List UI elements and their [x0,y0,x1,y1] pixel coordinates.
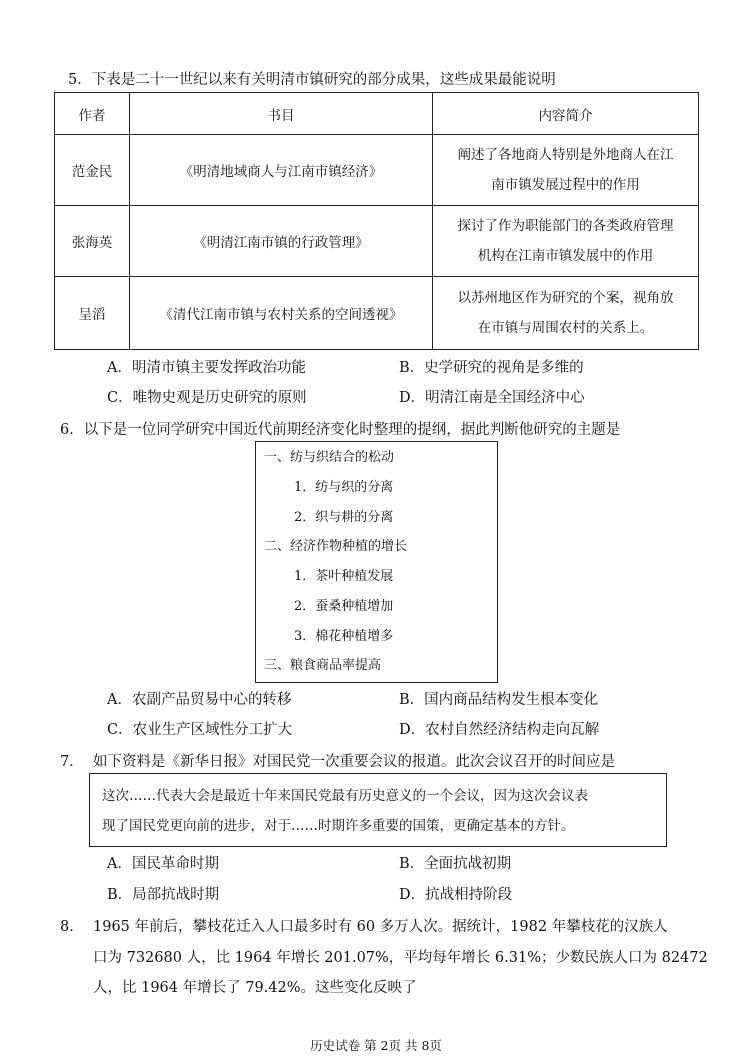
table-cell-summary [433,277,699,350]
q8-number: 8． [60,919,84,935]
q6-option-d[interactable]: D．农村自然经济结构走向瓦解 [399,722,600,738]
outline-item: 二、经济作物种植的增长 [264,539,408,554]
outline-item: 三、粮食商品率提高 [264,658,382,673]
table-cell-author: 范金民 [55,135,130,206]
table-header-summary: 内容简介 [433,93,699,135]
table-cell-summary [433,206,699,277]
summary-line: 探讨了作为职能部门的各类政府管理 [457,218,674,234]
table-row [55,277,699,350]
table-cell-book: 《明清地域商人与江南市镇经济》 [130,135,433,206]
page-footer: 历史试卷 第 2页 共 8页 [310,1038,442,1053]
table-cell-summary [433,135,699,206]
q8-line: 人，比 1964 年增长了 79.42%。这些变化反映了 [93,980,417,996]
table-cell-book: 《清代江南市镇与农村关系的空间透视》 [130,277,433,350]
q7-quote-box [89,773,667,847]
q5-table [54,92,699,350]
q7-option-c[interactable]: B．局部抗战时期 [107,887,220,903]
table-cell-author: 呈滔 [55,277,130,350]
q8-line: 1965 年前后，攀枝花迁入人口最多时有 60 多万人次。据统计，1982 年攀枝花的汉族人 [93,919,668,935]
summary-line: 阐述了各地商人特别是外地商人在江 [457,147,674,163]
q7-number: 7． [60,754,84,770]
table-row [55,206,699,277]
table-cell-author: 张海英 [55,206,130,277]
q6-option-b[interactable]: B．国内商品结构发生根本变化 [399,692,599,708]
outline-item: 2．蚕桑种植增加 [294,599,394,614]
summary-line: 机构在江南市镇发展中的作用 [477,248,654,264]
q8-line: 口为 732680 人，比 1964 年增长 201.07%，平均每年增长 6.31%；少数民族人口为 82472 [93,950,708,966]
table-row [55,135,699,206]
q6-outline-box [255,441,498,683]
outline-item: 2．织与耕的分离 [294,510,394,525]
table-header-author: 作者 [55,93,130,135]
table-cell-book: 《明清江南市镇的行政管理》 [130,206,433,277]
q6-option-a[interactable]: A．农副产品贸易中心的转移 [107,692,292,708]
outline-item: 3．棉花种植增多 [294,629,394,644]
q5-option-c[interactable]: C．唯物史观是历史研究的原则 [107,390,307,406]
summary-line: 在市镇与周围农村的关系上。 [477,320,654,336]
quote-line: 这次……代表大会是最近十年来国民党最有历史意义的一个会议，因为这次会议表 [102,788,588,804]
summary-line: 以苏州地区作为研究的个案，视角放 [457,290,674,306]
q5-option-a[interactable]: A．明清市镇主要发挥政治功能 [107,360,306,376]
q7-option-a[interactable]: A．国民革命时期 [107,856,219,872]
q5-stem: 5．下表是二十一世纪以来有关明清市镇研究的部分成果，这些成果最能说明 [68,72,556,88]
q5-option-d[interactable]: D．明清江南是全国经济中心 [399,390,585,406]
quote-line: 现了国民党更向前的进步，对于……时期许多重要的国策，更确定基本的方针。 [102,818,575,834]
q7-stem: 如下资料是《新华日报》对国民党一次重要会议的报道。此次会议召开的时间应是 [93,754,615,770]
q5-option-b[interactable]: B．史学研究的视角是多维的 [399,360,584,376]
q6-stem: 6．以下是一位同学研究中国近代前期经济变化时整理的提纲，据此判断他研究的主题是 [60,422,621,438]
table-header-book: 书目 [130,93,433,135]
outline-item: 1．茶叶种植发展 [294,569,394,584]
outline-item: 一、纺与织结合的松动 [264,450,395,465]
q7-option-b[interactable]: B．全面抗战初期 [399,856,512,872]
outline-item: 1．纺与织的分离 [294,480,394,495]
summary-line: 南市镇发展过程中的作用 [491,177,640,193]
q6-option-c[interactable]: C．农业生产区域性分工扩大 [107,722,293,738]
q7-option-d[interactable]: D．抗战相持阶段 [399,887,513,903]
